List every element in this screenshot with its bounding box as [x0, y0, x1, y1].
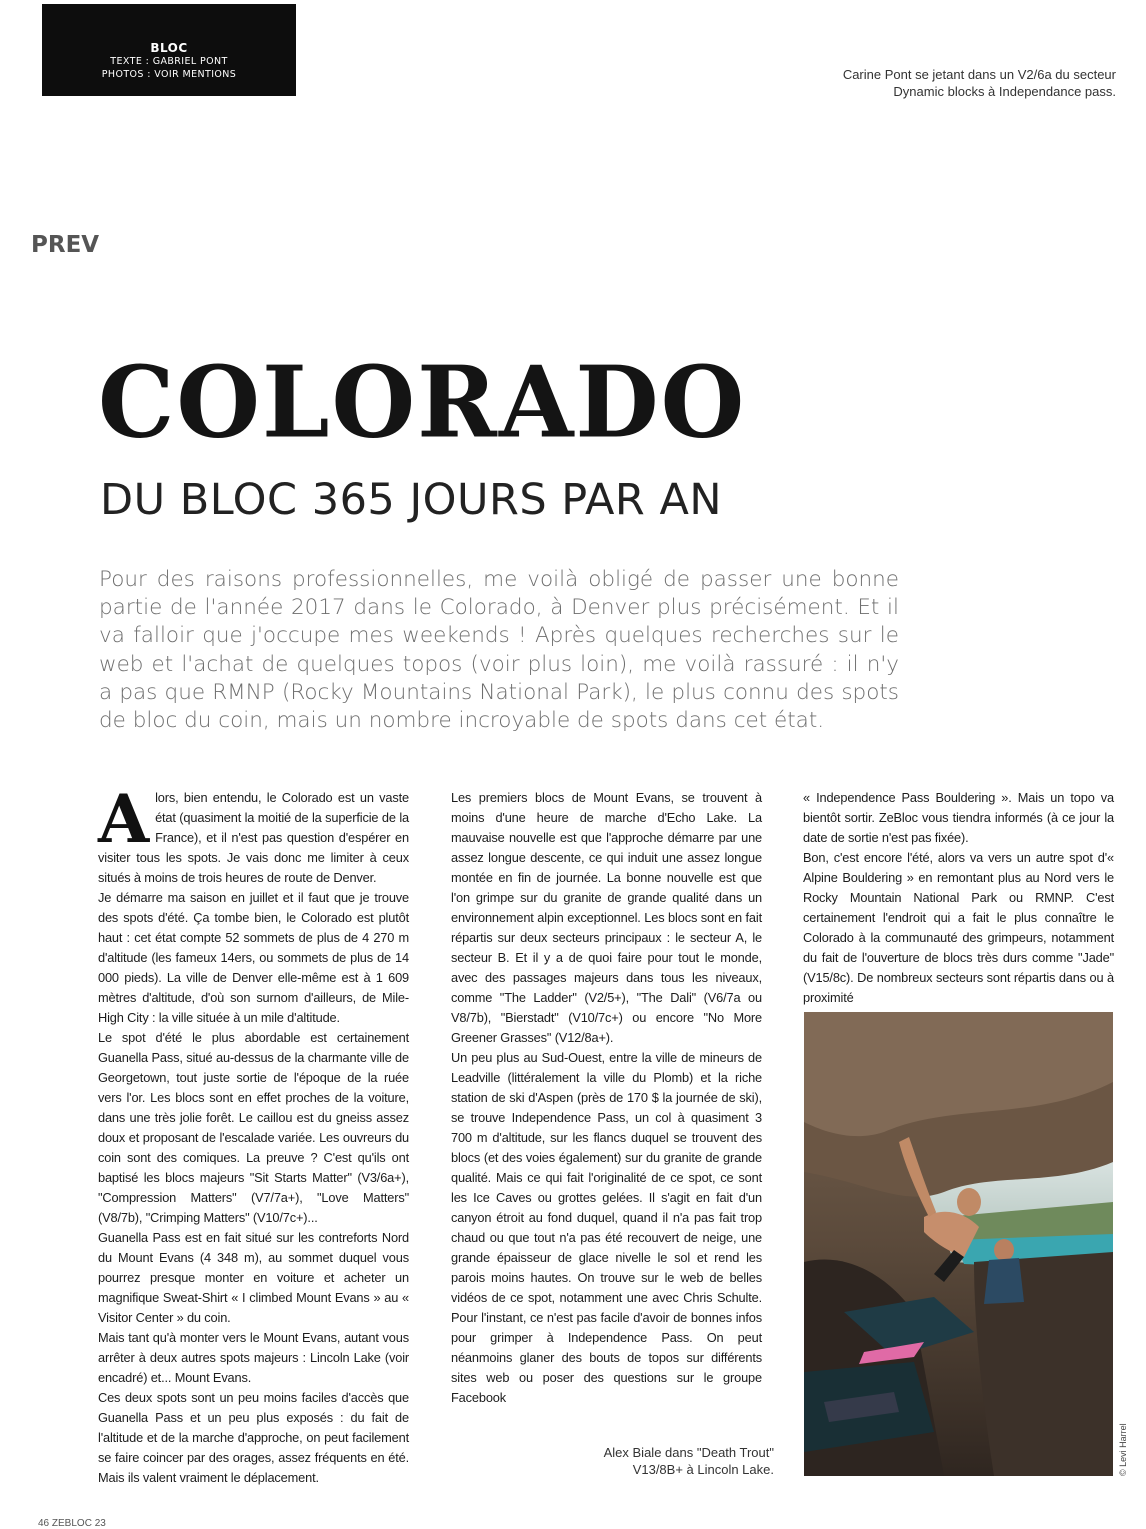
- paragraph: Je démarre ma saison en juillet et il faut que je trouve des spots d'été. Ça tombe bien, le Colorado est plutôt haut : cet état compte 52 sommets de plus de 4 270 m d'altitude (les fameux 14ers, ou sommets de plus de 14 000 pieds). La ville de Denver elle-même est à 1 609 mètres d'altitude, d'où son surnom d'ailleurs, de Mile-High City : la ville située à un mile d'altitude.: [98, 890, 409, 1025]
- photo-credit-line: PHOTOS : VOIR MENTIONS: [101, 69, 237, 80]
- photo-caption-line-2: V13/8B+ à Lincoln Lake.: [632, 1462, 774, 1477]
- paragraph: Les premiers blocs de Mount Evans, se trouvent à moins d'une heure de marche d'Echo Lake. La mauvaise nouvelle est que l'approche démarre par une assez longue descente, ce qui induit une assez longue montée en fin de journée. La bonne nouvelle est que l'on grimpe sur du granite de grande qualité dans un environnement alpin exceptionnel. Les blocs sont en fait répartis sur deux secteurs principaux : le secteur A, le secteur B. Et il y a de quoi faire pour tout le monde, avec des passages majeurs dans tous les niveaux, comme "The Ladder" (V2/5+), "The Dali" (V6/7a ou V8/7b), "Bierstadt" (V10/7c+) ou encore "No More Greener Grasses" (V12/8a+).: [451, 790, 762, 1045]
- climbing-photo-illustration: [804, 1012, 1113, 1476]
- header-badge: [42, 4, 296, 96]
- body-column-1: [98, 780, 409, 1488]
- top-caption-line-1: Carine Pont se jetant dans un V2/6a du secteur: [842, 67, 1116, 82]
- photo-credit: © Levi Harrel: [1118, 1423, 1128, 1476]
- paragraph: Mais tant qu'à monter vers le Mount Evans, autant vous arrêter à deux autres spots majeurs : Lincoln Lake (voir encadré) et... Mount Evans.: [98, 1330, 409, 1385]
- paragraph: Un peu plus au Sud-Ouest, entre la ville de mineurs de Leadville (littéralement la ville du Plomb) et la riche station de ski d'Aspen (près de 170 $ la journée de ski), se trouve Independence Pass, un col à quasiment 3 700 m d'altitude, sur les flancs duquel se trouvent des blocs (et des voies également) sur du granite de grande qualité. Mais ce qui fait l'originalité de ce spot, ce sont les Ice Caves ou grottes gelées. Il s'agit en fait d'un canyon étroit au fond duquel, quand il n'a pas fait trop chaud ou que tout n'a pas été recouvert de neige, une grande épaisseur de glace nivelle le sol et rend les parois moins hautes. On trouve sur le web de belles vidéos de ce spot, notamment une avec Chris Schulte. Pour l'instant, ce n'est pas facile d'avoir de bonnes infos pour grimper à Independence Pass. On peut néanmoins glaner des bouts de topos sur différents sites web ou poser des questions sur le groupe Facebook: [451, 1050, 762, 1405]
- paragraph: [98, 780, 409, 888]
- photo-caption-line-1: Alex Biale dans "Death Trout": [603, 1445, 774, 1460]
- top-caption-line-2: Dynamic blocks à Independance pass.: [893, 84, 1116, 99]
- paragraph: « Independence Pass Bouldering ». Mais un topo va bientôt sortir. ZeBloc vous tiendra informés (à ce jour la date de sortie n'est pas fixée).: [803, 790, 1114, 845]
- paragraph: Le spot d'été le plus abordable est certainement Guanella Pass, situé au-dessus de la charmante ville de Georgetown, tout juste sortie de l'époque de la ruée vers l'or. Les blocs sont en effet proches de la voiture, dans une très jolie forêt. Le caillou est du gneiss assez doux et proposant de l'escalade variée. Les ouvreurs du coin sont des comiques. La preuve ? C'est qu'ils ont baptisé les blocs majeurs "Sit Starts Matter" (V3/6a+), "Compression Matters" (V7/7a+), "Love Matters" (V8/7b), "Crimping Matters" (V10/7c+)...: [98, 1030, 409, 1225]
- drop-cap: A: [98, 780, 150, 858]
- body-column-2: [451, 788, 762, 1408]
- body-column-3: [803, 788, 1114, 1008]
- text-credit: TEXTE : GABRIEL PONT: [110, 56, 228, 67]
- page-folio: 46 ZEBLOC 23: [38, 1518, 106, 1529]
- photo-caption: [520, 1444, 774, 1478]
- paragraph-text: lors, bien entendu, le Colorado est un vaste état (quasiment la moitié de la superficie de la France), et il n'est pas question d'espérer en visiter tous les spots. Je vais donc me limiter à ceux situés à moins de trois heures de route de Denver.: [98, 790, 409, 885]
- climbing-photo: [804, 1012, 1113, 1476]
- rubric-label: BLOC: [150, 41, 188, 55]
- top-photo-caption: [696, 66, 1116, 100]
- article-subtitle: DU BLOC 365 JOURS PAR AN: [100, 475, 723, 525]
- paragraph: Ces deux spots sont un peu moins faciles d'accès que Guanella Pass et un peu plus exposés : du fait de l'altitude et de la marche d'approche, on peut facilement se faire coincer par des orages, assez fréquents en été. Mais ils valent vraiment le déplacement.: [98, 1390, 409, 1485]
- paragraph: Guanella Pass est en fait situé sur les contreforts Nord du Mount Evans (4 348 m), au sommet duquel vous pourrez presque monter en voiture et acheter un magnifique Sweat-Shirt « I climbed Mount Evans » au « Visitor Center » du coin.: [98, 1230, 409, 1325]
- article-title: COLORADO: [98, 344, 747, 461]
- paragraph: Bon, c'est encore l'été, alors va vers un autre spot d'« Alpine Bouldering » en remontant plus au Nord vers le Rocky Mountain National Park ou RMNP. C'est certainement l'endroit qui a fait le plus connaître le Colorado à la communauté des grimpeurs, notamment du fait de l'ouverture de blocs très durs comme "Jade" (V15/8c). De nombreux secteurs sont répartis dans ou à proximité: [803, 850, 1114, 1005]
- prev-link[interactable]: PREV: [31, 232, 100, 258]
- intro-paragraph: Pour des raisons professionnelles, me voilà obligé de passer une bonne partie de l'année 2017 dans le Colorado, à Denver plus précisément. Et il va falloir que j'occupe mes weekends ! Après quelques recherches sur le web et l'achat de quelques topos (voir plus loin), me voilà rassuré : il n'y a pas que RMNP (Rocky Mountains National Park), le plus connu des spots de bloc du coin, mais un nombre incroyable de spots dans cet état.: [99, 567, 899, 734]
